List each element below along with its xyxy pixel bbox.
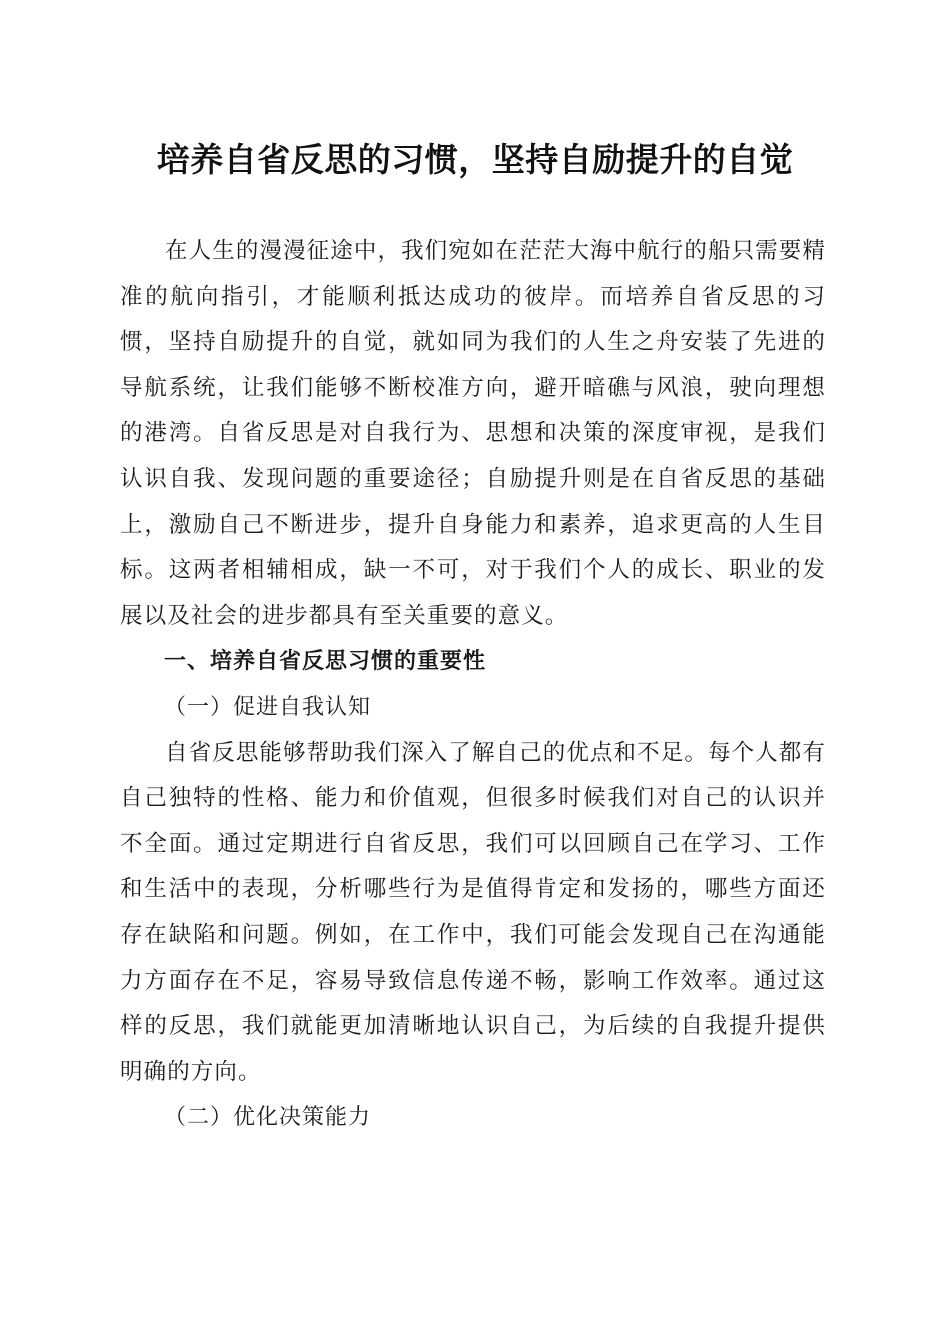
subsection-heading-1: （一）促进自我认知 — [164, 694, 372, 720]
section-heading-1: 一、培养自省反思习惯的重要性 — [164, 649, 487, 675]
subsection-paragraph-1: 自省反思能够帮助我们深入了解自己的优点和不足。每个人都有自己独特的性格、能力和价值观，但很多时候我们对自己的认识并不全面。通过定期进行自省反思，我们可以回顾自己在学习、工作和生活中的表现，分析哪些行为是值得肯定和发扬的，哪些方面还存在缺陷和问题。例如，在工作中，我们可能会发现自己在沟通能力方面存在不足，容易导致信息传递不畅，影响工作效率。通过这样的反思，我们就能更加清晰地认识自己，为后续的自我提升提供明确的方向。 — [120, 739, 826, 1085]
document-body — [120, 229, 826, 1141]
subsection-heading-2: （二）优化决策能力 — [164, 1105, 372, 1131]
document-title: 培养自省反思的习惯，坚持自励提升的自觉 — [156, 140, 794, 179]
intro-paragraph: 在人生的漫漫征途中，我们宛如在茫茫大海中航行的船只需要精准的航向指引，才能顺利抵达成功的彼岸。而培养自省反思的习惯，坚持自励提升的自觉，就如同为我们的人生之舟安装了先进的导航系统，让我们能够不断校准方向，避开暗礁与风浪，驶向理想的港湾。自省反思是对自我行为、思想和决策的深度审视，是我们认识自我、发现问题的重要途径；自励提升则是在自省反思的基础上，激励自己不断进步，提升自身能力和素养，追求更高的人生目标。这两者相辅相成，缺一不可，对于我们个人的成长、职业的发展以及社会的进步都具有至关重要的意义。 — [120, 238, 826, 629]
